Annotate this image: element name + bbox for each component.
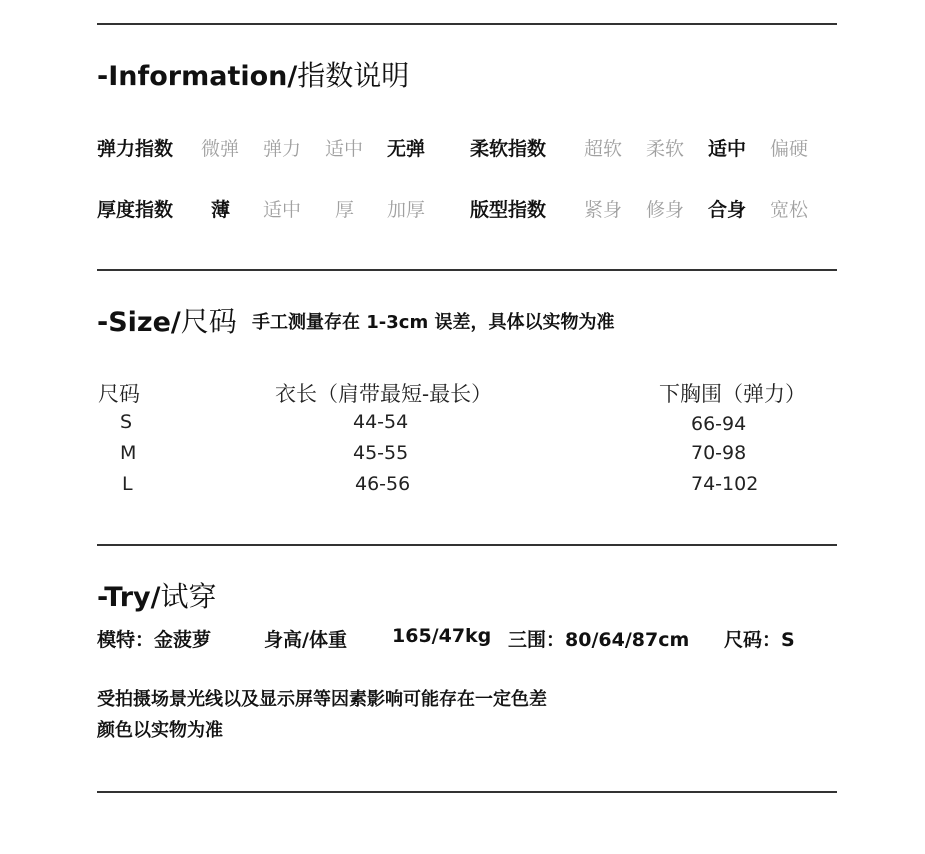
size-row-m-length: 45-55 (353, 442, 409, 464)
fit-option-1: 紧身 (584, 199, 623, 221)
size-row-m-size: M (120, 442, 137, 464)
try-heading (97, 575, 216, 615)
divider-top (97, 23, 837, 25)
size-row-l-size: L (122, 473, 133, 495)
divider-bottom (97, 791, 837, 793)
model-height-weight-label: 身高/体重 (264, 629, 347, 651)
size-heading-cn: 尺码 (180, 305, 237, 338)
softness-option-1: 超软 (584, 138, 623, 160)
size-row-l-underbust: 74-102 (691, 473, 759, 495)
thickness-option-2: 适中 (263, 199, 302, 221)
size-row-m-underbust: 70-98 (691, 442, 747, 464)
size-row-s-size: S (120, 411, 133, 433)
divider-after-info (97, 269, 837, 271)
elasticity-option-2: 弹力 (263, 138, 302, 160)
size-heading (97, 300, 237, 340)
fit-option-2: 修身 (646, 199, 685, 221)
try-heading-en: -Try/ (97, 582, 161, 613)
color-disclaimer-line-1: 受拍摄场景光线以及显示屏等因素影响可能存在一定色差 (97, 689, 547, 710)
size-heading-en: -Size/ (97, 307, 181, 338)
size-table-header-size: 尺码 (98, 382, 140, 406)
size-row-s-underbust: 66-94 (691, 413, 747, 435)
index-label-elasticity: 弹力指数 (97, 138, 174, 160)
elasticity-option-4-selected: 无弹 (387, 138, 426, 160)
divider-after-size (97, 544, 837, 546)
size-row-s-length: 44-54 (353, 411, 409, 433)
softness-option-4: 偏硬 (770, 138, 809, 160)
try-heading-cn: 试穿 (160, 580, 217, 613)
index-label-thickness: 厚度指数 (97, 199, 174, 221)
thickness-option-1-selected: 薄 (211, 199, 231, 221)
model-name: 模特：金菠萝 (97, 629, 212, 651)
size-table-header-length: 衣长（肩带最短-最长） (275, 382, 493, 406)
size-measure-note: 手工测量存在 1-3cm 误差，具体以实物为准 (252, 312, 615, 333)
color-disclaimer-line-2: 颜色以实物为准 (97, 720, 223, 741)
thickness-option-3: 厚 (335, 199, 355, 221)
info-heading-cn: 指数说明 (297, 59, 410, 92)
elasticity-option-3: 适中 (325, 138, 364, 160)
model-height-weight-value: 165/47kg (392, 625, 492, 647)
size-table-header-underbust: 下胸围（弹力） (659, 382, 806, 406)
thickness-option-4: 加厚 (387, 199, 426, 221)
info-heading (97, 54, 409, 94)
elasticity-option-1: 微弹 (201, 138, 240, 160)
size-row-l-length: 46-56 (355, 473, 411, 495)
softness-option-2: 柔软 (646, 138, 685, 160)
fit-option-3-selected: 合身 (708, 199, 747, 221)
index-label-fit: 版型指数 (470, 199, 547, 221)
info-heading-en: -Information/ (97, 61, 298, 92)
softness-option-3-selected: 适中 (708, 138, 747, 160)
fit-option-4: 宽松 (770, 199, 809, 221)
index-label-softness: 柔软指数 (470, 138, 547, 160)
model-size: 尺码：S (724, 629, 795, 651)
model-measurements: 三围：80/64/87cm (508, 629, 690, 651)
